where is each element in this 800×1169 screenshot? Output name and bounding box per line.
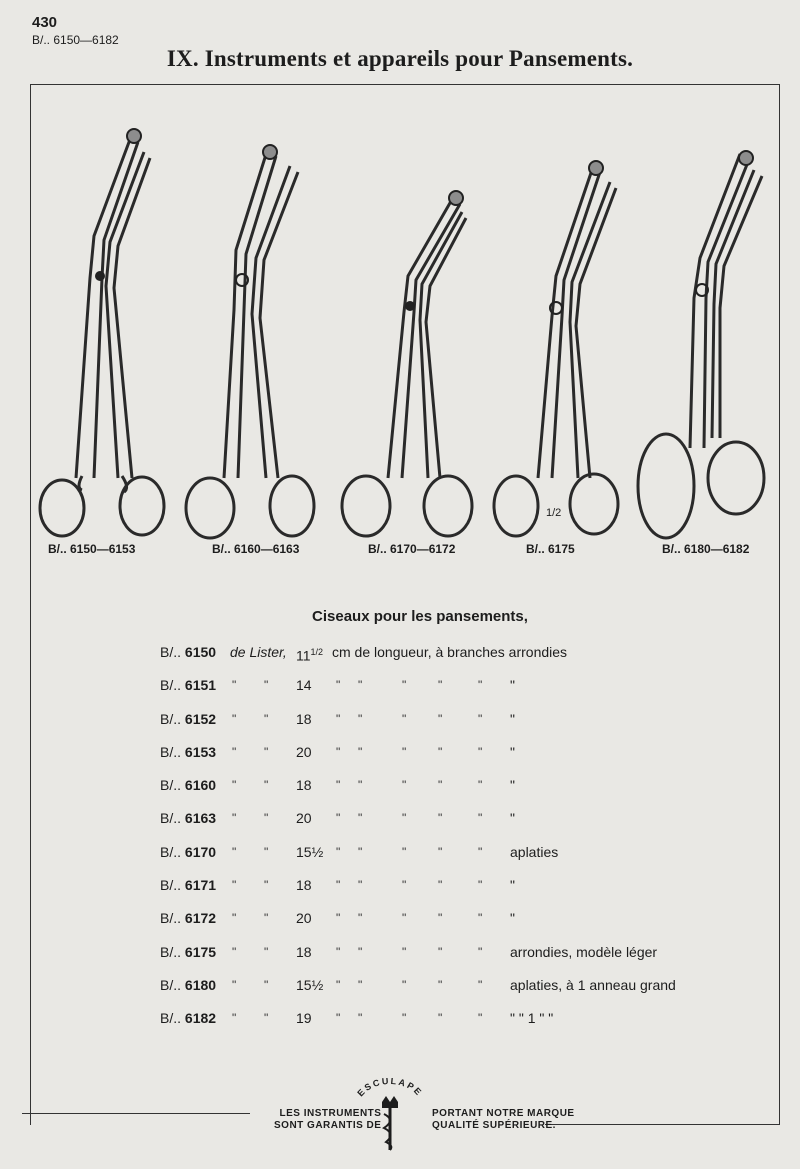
- row-note: ": [510, 810, 515, 827]
- row-ditto: ": [358, 678, 363, 693]
- row-note: aplaties, à 1 anneau grand: [510, 976, 676, 993]
- row-code: B/.. 6180: [160, 976, 217, 993]
- row-ditto: ": [358, 944, 363, 959]
- table-row: [160, 873, 720, 906]
- row-ditto: ": [402, 811, 407, 826]
- row-ditto: ": [358, 844, 363, 859]
- table-row: [160, 707, 720, 740]
- row-ditto: ": [264, 878, 269, 893]
- row-length: 18: [296, 777, 312, 794]
- catalog-table: [160, 640, 720, 1040]
- row-code: B/.. 6152: [160, 710, 217, 727]
- row-note: ": [510, 677, 515, 694]
- row-ditto: ": [478, 944, 483, 959]
- row-ditto: ": [478, 844, 483, 859]
- row-ditto: ": [438, 844, 443, 859]
- row-note: aplaties: [510, 843, 559, 860]
- row-ditto: ": [336, 844, 341, 859]
- row-ditto: ": [336, 778, 341, 793]
- row-code: B/.. 6170: [160, 843, 217, 860]
- row-ditto: ": [336, 911, 341, 926]
- page-range: B/.. 6150—6182: [32, 33, 119, 47]
- row-ditto: ": [478, 977, 483, 992]
- table-row: [160, 906, 720, 939]
- row-ditto: ": [402, 711, 407, 726]
- caduceus-crown-icon: [350, 1078, 430, 1154]
- row-note: ": [510, 877, 515, 894]
- row-length: 14: [296, 677, 312, 694]
- frame-bottom-right-rule: [545, 1124, 779, 1125]
- row-ditto: ": [358, 811, 363, 826]
- page-title: IX. Instruments et appareils pour Pansements.: [166, 46, 634, 71]
- row-ditto: ": [264, 811, 269, 826]
- table-row: [160, 973, 720, 1006]
- row-ditto: ": [336, 744, 341, 759]
- row-ditto: ": [232, 878, 237, 893]
- figure-label-5: B/.. 6180—6182: [662, 542, 750, 556]
- row-ditto: ": [358, 911, 363, 926]
- row-note: " " 1 " ": [510, 1010, 554, 1027]
- row-ditto: ": [264, 911, 269, 926]
- row-ditto: ": [358, 977, 363, 992]
- row-ditto: ": [478, 778, 483, 793]
- row-ditto: ": [438, 944, 443, 959]
- table-row: [160, 740, 720, 773]
- row-code: B/.. 6160: [160, 777, 217, 794]
- row-ditto: ": [438, 744, 443, 759]
- row-ditto: ": [336, 711, 341, 726]
- row-ditto: ": [232, 811, 237, 826]
- scissors-6175-icon: [490, 158, 626, 542]
- row-ditto: ": [264, 1011, 269, 1026]
- row-length: 18: [296, 877, 312, 894]
- section-heading: Ciseaux pour les pansements,: [312, 608, 528, 625]
- row-ditto: ": [232, 977, 237, 992]
- row-ditto: ": [478, 1011, 483, 1026]
- row-length: 15½: [296, 976, 324, 993]
- row-ditto: ": [336, 977, 341, 992]
- frame-bottom-left-rule: [22, 1113, 250, 1114]
- row-ditto: ": [264, 844, 269, 859]
- row-maker: de Lister,: [230, 644, 287, 660]
- row-ditto: ": [438, 678, 443, 693]
- row-note: ": [510, 777, 515, 794]
- row-length: 19: [296, 1010, 312, 1027]
- row-ditto: ": [438, 778, 443, 793]
- table-row: [160, 1006, 720, 1039]
- row-description: cm de longueur, à branches arrondies: [332, 644, 568, 660]
- row-ditto: ": [478, 678, 483, 693]
- figure-label-3: B/.. 6170—6172: [368, 542, 456, 556]
- row-ditto: ": [358, 778, 363, 793]
- row-length: 20: [296, 910, 312, 927]
- row-ditto: ": [358, 878, 363, 893]
- row-ditto: ": [336, 944, 341, 959]
- row-length: $11^{1/2}$: [296, 647, 324, 664]
- page-number: 430: [32, 14, 58, 31]
- row-code: B/.. 6163: [160, 810, 217, 827]
- row-length: 18: [296, 710, 312, 727]
- row-ditto: ": [336, 678, 341, 693]
- table-row: [160, 640, 720, 673]
- logo-text: ESCULAPE: [355, 1078, 425, 1099]
- row-code: B/.. 6182: [160, 1010, 217, 1027]
- footer-right-text: PORTANT NOTRE MARQUE QUALITÉ SUPÉRIEURE.: [432, 1108, 575, 1131]
- table-row: [160, 940, 720, 973]
- row-ditto: ": [402, 778, 407, 793]
- figure-label-1: B/.. 6150—6153: [48, 542, 136, 556]
- row-ditto: ": [232, 744, 237, 759]
- row-ditto: ": [402, 944, 407, 959]
- row-ditto: ": [402, 844, 407, 859]
- row-ditto: ": [232, 911, 237, 926]
- row-ditto: ": [402, 744, 407, 759]
- row-code: B/.. 6150: [160, 644, 217, 660]
- table-row: [160, 840, 720, 873]
- row-ditto: ": [402, 1011, 407, 1026]
- row-ditto: ": [264, 744, 269, 759]
- row-length: 20: [296, 743, 312, 760]
- table-row: [160, 806, 720, 839]
- scissors-6170-icon: [336, 188, 480, 542]
- scissors-6180-icon: [636, 148, 776, 544]
- row-note: arrondies, modèle léger: [510, 943, 658, 960]
- row-ditto: ": [402, 977, 407, 992]
- row-ditto: ": [478, 878, 483, 893]
- row-ditto: ": [336, 1011, 341, 1026]
- scissors-6160-icon: [180, 142, 320, 542]
- row-ditto: ": [264, 778, 269, 793]
- table-row: [160, 773, 720, 806]
- svg-text:ESCULAPE: [355, 1078, 424, 1098]
- row-ditto: ": [264, 711, 269, 726]
- row-ditto: ": [264, 944, 269, 959]
- row-ditto: ": [438, 1011, 443, 1026]
- row-ditto: ": [232, 711, 237, 726]
- figure-label-4: B/.. 6175: [526, 542, 575, 556]
- row-code: B/.. 6172: [160, 910, 217, 927]
- row-code: B/.. 6171: [160, 877, 217, 894]
- row-ditto: ": [336, 811, 341, 826]
- row-ditto: ": [402, 878, 407, 893]
- row-ditto: ": [358, 744, 363, 759]
- scale-mark: 1/2: [546, 507, 562, 519]
- row-ditto: ": [264, 678, 269, 693]
- row-ditto: ": [232, 944, 237, 959]
- row-ditto: ": [232, 678, 237, 693]
- row-ditto: ": [402, 911, 407, 926]
- row-ditto: ": [232, 1011, 237, 1026]
- row-ditto: ": [478, 744, 483, 759]
- row-code: B/.. 6175: [160, 943, 217, 960]
- scissors-6150-icon: [34, 128, 170, 540]
- row-ditto: ": [478, 811, 483, 826]
- table-row: [160, 673, 720, 706]
- row-ditto: ": [232, 844, 237, 859]
- row-note: ": [510, 710, 515, 727]
- row-ditto: ": [438, 911, 443, 926]
- row-ditto: ": [438, 878, 443, 893]
- row-length: 18: [296, 943, 312, 960]
- row-note: ": [510, 910, 515, 927]
- row-ditto: ": [478, 711, 483, 726]
- figure-label-2: B/.. 6160—6163: [212, 542, 300, 556]
- row-ditto: ": [438, 977, 443, 992]
- row-length: 15½: [296, 843, 324, 860]
- row-note: ": [510, 743, 515, 760]
- row-ditto: ": [336, 878, 341, 893]
- row-ditto: ": [402, 678, 407, 693]
- footer-left-text: LES INSTRUMENTS SONT GARANTIS DE: [274, 1108, 382, 1131]
- row-ditto: ": [438, 811, 443, 826]
- row-ditto: ": [438, 711, 443, 726]
- row-ditto: ": [478, 911, 483, 926]
- row-ditto: ": [358, 1011, 363, 1026]
- row-length: 20: [296, 810, 312, 827]
- row-ditto: ": [232, 778, 237, 793]
- row-ditto: ": [264, 977, 269, 992]
- row-code: B/.. 6151: [160, 677, 217, 694]
- row-ditto: ": [358, 711, 363, 726]
- row-code: B/.. 6153: [160, 743, 217, 760]
